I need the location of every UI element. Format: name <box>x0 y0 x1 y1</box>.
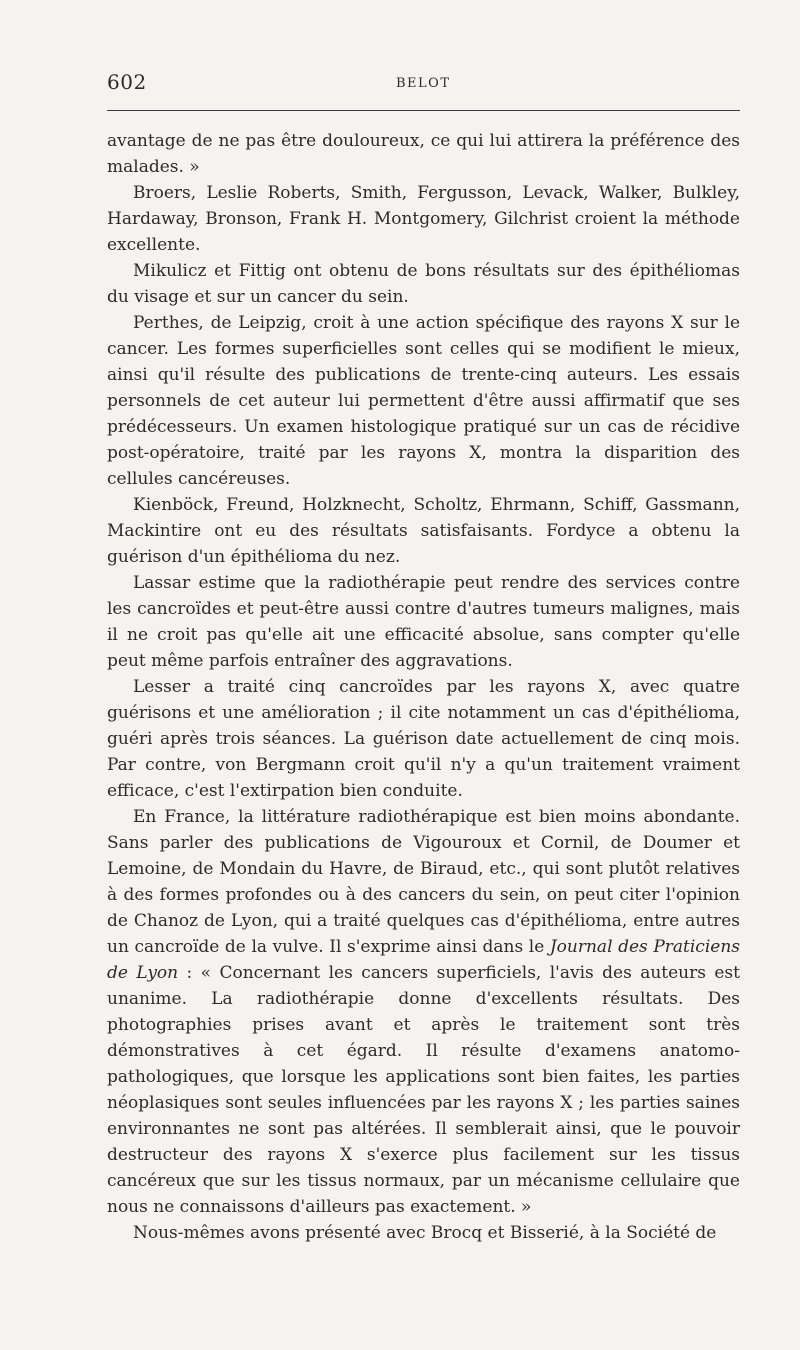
paragraph: Kienböck, Freund, Holzknecht, Scholtz, Ehrmann, Schiff, Gassmann, Mackintire ont eu des résultats satisfaisants. Fordyce a obtenu la guérison d'un épithélioma du nez. <box>107 495 740 567</box>
paragraph: Broers, Leslie Roberts, Smith, Fergusson, Levack, Walker, Bulkley, Hardaway, Bronson, Frank H. Montgomery, Gilchrist croient la méthode excellente. <box>107 183 740 255</box>
page-number: 602 <box>107 70 147 94</box>
journal-title: Journal des Praticiens de Lyon <box>107 937 740 983</box>
paragraph: Perthes, de Leipzig, croit à une action spécifique des rayons X sur le cancer. Les formes superficielles sont celles qui se modifient le mieux, ainsi qu'il résulte des publications de trente-cinq auteurs. Les essais personnels de cet auteur lui permettent d'être aussi affirmatif que ses prédécesseurs. Un examen histologique pratiqué sur un cas de récidive post-opératoire, traité par les rayons X, montra la disparition des cellules cancéreuses. <box>107 313 740 489</box>
paragraph: Lassar estime que la radiothérapie peut rendre des services contre les cancroïdes et peut-être aussi contre d'autres tumeurs malignes, mais il ne croit pas qu'elle ait une efficacité absolue, sans compter qu'elle peut même parfois entraîner des aggravations. <box>107 573 740 671</box>
header-rule <box>107 110 740 111</box>
paragraph: Lesser a traité cinq cancroïdes par les rayons X, avec quatre guérisons et une amélioration ; il cite notamment un cas d'épithélioma, guéri après trois séances. La guérison date actuellement de cinq mois. Par contre, von Bergmann croit qu'il n'y a qu'un traitement vraiment efficace, c'est l'extirpation bien conduite. <box>107 677 740 801</box>
running-head: BELOT <box>396 76 451 91</box>
paragraph-chanoz-quote <box>107 804 740 1220</box>
paragraph: Mikulicz et Fittig ont obtenu de bons résultats sur des épithéliomas du visage et sur un cancer du sein. <box>107 261 740 307</box>
page-body <box>107 128 740 1246</box>
paragraph-text-before: En France, la littérature radiothérapique est bien moins abondante. Sans parler des publications de Vigouroux et Cornil, de Doumer et Lemoine, de Mondain du Havre, de Biraud, etc., qui sont plutôt relatives à des formes profondes ou à des cancers du sein, on peut citer l'opinion de Chanoz de Lyon, qui a traité quelques cas d'épithélioma, entre autres un cancroïde de la vulve. Il s'exprime ainsi dans le <box>107 807 740 957</box>
paragraph-continued: avantage de ne pas être douloureux, ce qui lui attirera la préférence des malades. » <box>107 131 740 177</box>
paragraph-last: Nous-mêmes avons présenté avec Brocq et Bisserié, à la Société de <box>133 1223 717 1243</box>
page-header <box>107 70 740 100</box>
paragraph-text-after: : « Concernant les cancers superficiels, l'avis des auteurs est unanime. La radiothérapie donne d'excellents résultats. Des photographies prises avant et après le traitement sont très démonstratives à cet égard. Il résulte d'examens anatomo-pathologiques, que lorsque les applications sont bien faites, les parties néoplasiques sont seules influencées par les rayons X ; les parties saines environnantes ne sont pas altérées. Il semblerait ainsi, que le pouvoir destructeur des rayons X s'exerce plus facilement sur les tissus cancéreux que sur les tissus normaux, par un mécanisme cellulaire que nous ne connaissons d'ailleurs pas exactement. » <box>107 963 740 1217</box>
